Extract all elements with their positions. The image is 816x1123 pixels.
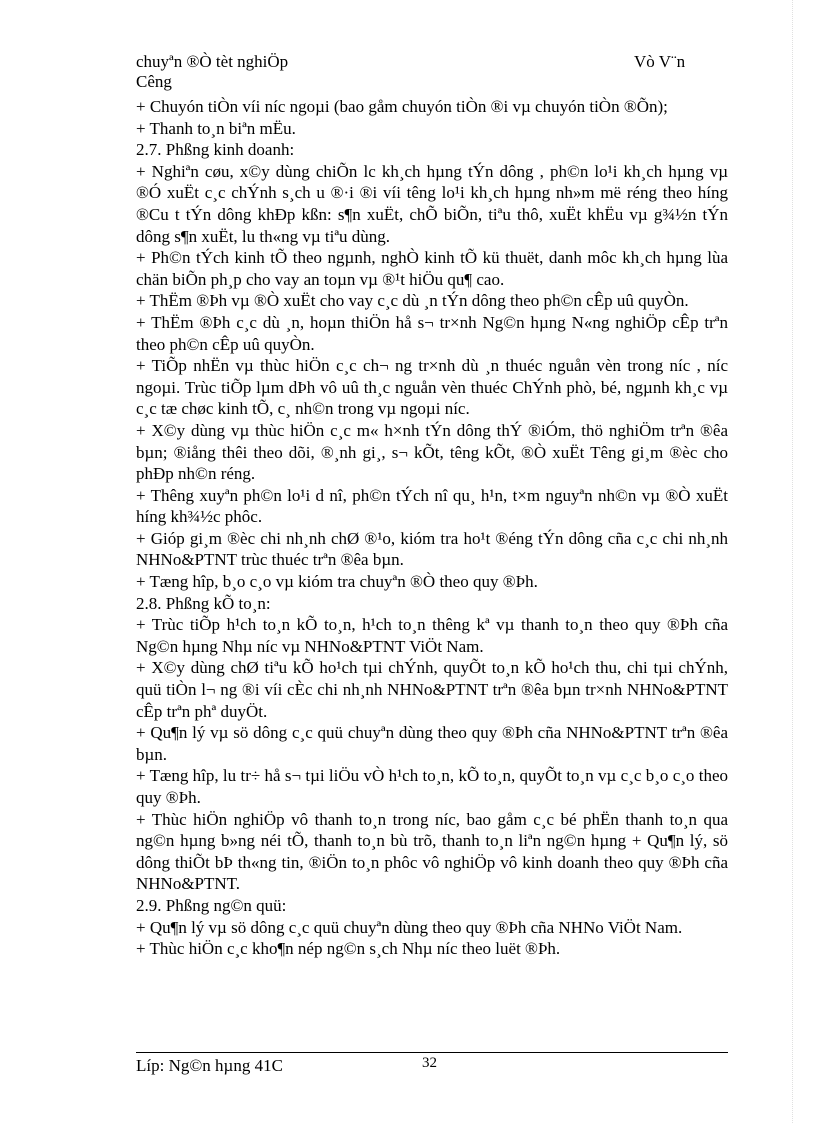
paragraph: + Thùc hiÖn nghiÖp vô thanh to¸n trong níc, bao gåm c¸c bé phËn thanh to¸n qua ng©n hµng b»ng néi tÕ, thanh to¸n bù trõ, thanh to¸n liªn ng©n hµng + Qu¶n lý, sö dông thiÕt bÞ th«ng tin, ®iÖn to¸n phôc vô nghiÖp vô kinh doanh theo quy ®Þh cña NHNo&PTNT. <box>136 809 728 894</box>
page-number: 32 <box>422 1055 437 1071</box>
footer-divider <box>136 1052 728 1053</box>
section-heading: 2.9. Phßng ng©n quü: <box>136 895 287 915</box>
paragraph: + Ph©n tÝch kinh tÕ theo ngµnh, nghÒ kinh tÕ kü thuët, danh môc kh¸ch hµng lùa chän biÕn ph¸p cho vay an toµn vµ ®¹t hiÖu qu¶ cao. <box>136 248 728 289</box>
footer-class-label: Líp: Ng©n hµng 41C <box>136 1056 283 1075</box>
section-heading: 2.8. Phßng kÕ to¸n: <box>136 593 271 613</box>
page-edge-divider <box>792 0 793 1123</box>
paragraph: + Qu¶n lý vµ sö dông c¸c quü chuyªn dùng theo quy ®Þh cña NHNo&PTNT trªn ®êa bµn. <box>136 723 728 764</box>
header-title-line2: Cêng <box>136 72 172 91</box>
document-body <box>136 96 728 960</box>
section-heading: 2.7. Phßng kinh doanh: <box>136 140 295 160</box>
paragraph: + X©y dùng vµ thùc hiÖn c¸c m« h×nh tÝn dông thÝ ®iÓm, thö nghiÖm trªn ®êa bµn; ®iång thêi theo dõi, ®¸nh gi¸, s¬ kÕt, têng kÕt, ®Ò xuËt Têng gi¸m ®èc cho phÐp nh©n réng. <box>136 420 728 484</box>
header-title-line1: chuyªn ®Ò tèt nghiÖp <box>136 52 289 71</box>
paragraph: + X©y dùng chØ tiªu kÕ ho¹ch tµi chÝnh, quyÕt to¸n kÕ ho¹ch thu, chi tµi chÝnh, quü tiÒn l¬ ng ®i víi cÈc chi nh¸nh NHNo&PTNT trªn ®êa bµn tr×nh NHNo&PTNT cÊp trªn phª duyÖt. <box>136 658 728 721</box>
header-author: Vò V¨n <box>634 52 686 71</box>
paragraph: + Gióp gi¸m ®èc chi nh¸nh chØ ®¹o, kióm tra ho¹t ®éng tÝn dông cña c¸c chi nh¸nh NHNo&PTNT trùc thuéc trªn ®êa bµn. <box>136 528 728 570</box>
paragraph: + Chuyón tiÒn víi níc ngoµi (bao gåm chuyón tiÒn ®i vµ chuyón tiÒn ®Õn); <box>136 97 668 116</box>
paragraph: + Thùc hiÖn c¸c kho¶n nép ng©n s¸ch Nhµ níc theo luët ®Þh. <box>136 939 561 959</box>
paragraph: + Tæng hîp, lu tr÷ hå s¬ tµi liÖu vÒ h¹ch to¸n, kÕ to¸n, quyÕt to¸n vµ c¸c b¸o c¸o theo quy ®Þh. <box>136 766 728 807</box>
paragraph: + Tæng hîp, b¸o c¸o vµ kióm tra chuyªn ®Ò theo quy ®Þh. <box>136 572 538 592</box>
paragraph: + Thêng xuyªn ph©n lo¹i d nî, ph©n tÝch nî qu¸ h¹n, t×m nguyªn nh©n vµ ®Ò xuËt híng kh¾½c phôc. <box>136 485 728 527</box>
paragraph: + Nghiªn cøu, x©y dùng chiÕn lc kh¸ch hµng tÝn dông , ph©n lo¹i kh¸ch hµng vµ ®Ó xuËt c¸c chÝnh s¸ch u ®·i ®i víi têng lo¹i kh¸ch hµng nh»m më réng theo híng ®Cu t tÝn dông khÐp kßn: s¶n xuËt, chÕ biÕn, tiªu thô, xuËt khËu vµ g¾½n tÝn dông s¶n xuËt, lu th«ng vµ tiªu dùng. <box>136 161 728 246</box>
paragraph: + Trùc tiÕp h¹ch to¸n kÕ to¸n, h¹ch to¸n thêng kª vµ thanh to¸n theo quy ®Þh cña Ng©n hµng Nhµ níc vµ NHNo&PTNT ViÖt Nam. <box>136 615 728 656</box>
paragraph: + TiÕp nhËn vµ thùc hiÖn c¸c ch¬ ng tr×nh dù ¸n thuéc nguån vèn trong níc , níc ngoµi. Trùc tiÕp lµm dÞh vô uû th¸c nguån vèn thuéc ChÝnh phò, bé, ngµnh kh¸c vµ c¸c tæ chøc kinh tÕ, c¸ nh©n trong vµ ngoµi níc. <box>136 356 728 419</box>
paragraph: + Thanh to¸n biªn mËu. <box>136 118 296 138</box>
paragraph: + ThËm ®Þh c¸c dù ¸n, hoµn thiÖn hå s¬ tr×nh Ng©n hµng N«ng nghiÖp cÊp trªn theo ph©n cÊp uû quyÒn. <box>136 312 728 354</box>
header-title <box>136 52 606 92</box>
paragraph: + ThËm ®Þh vµ ®Ò xuËt cho vay c¸c dù ¸n tÝn dông theo ph©n cÊp uû quyÒn. <box>136 291 689 311</box>
paragraph: + Qu¶n lý vµ sö dông c¸c quü chuyªn dùng theo quy ®Þh cña NHNo ViÖt Nam. <box>136 917 683 937</box>
